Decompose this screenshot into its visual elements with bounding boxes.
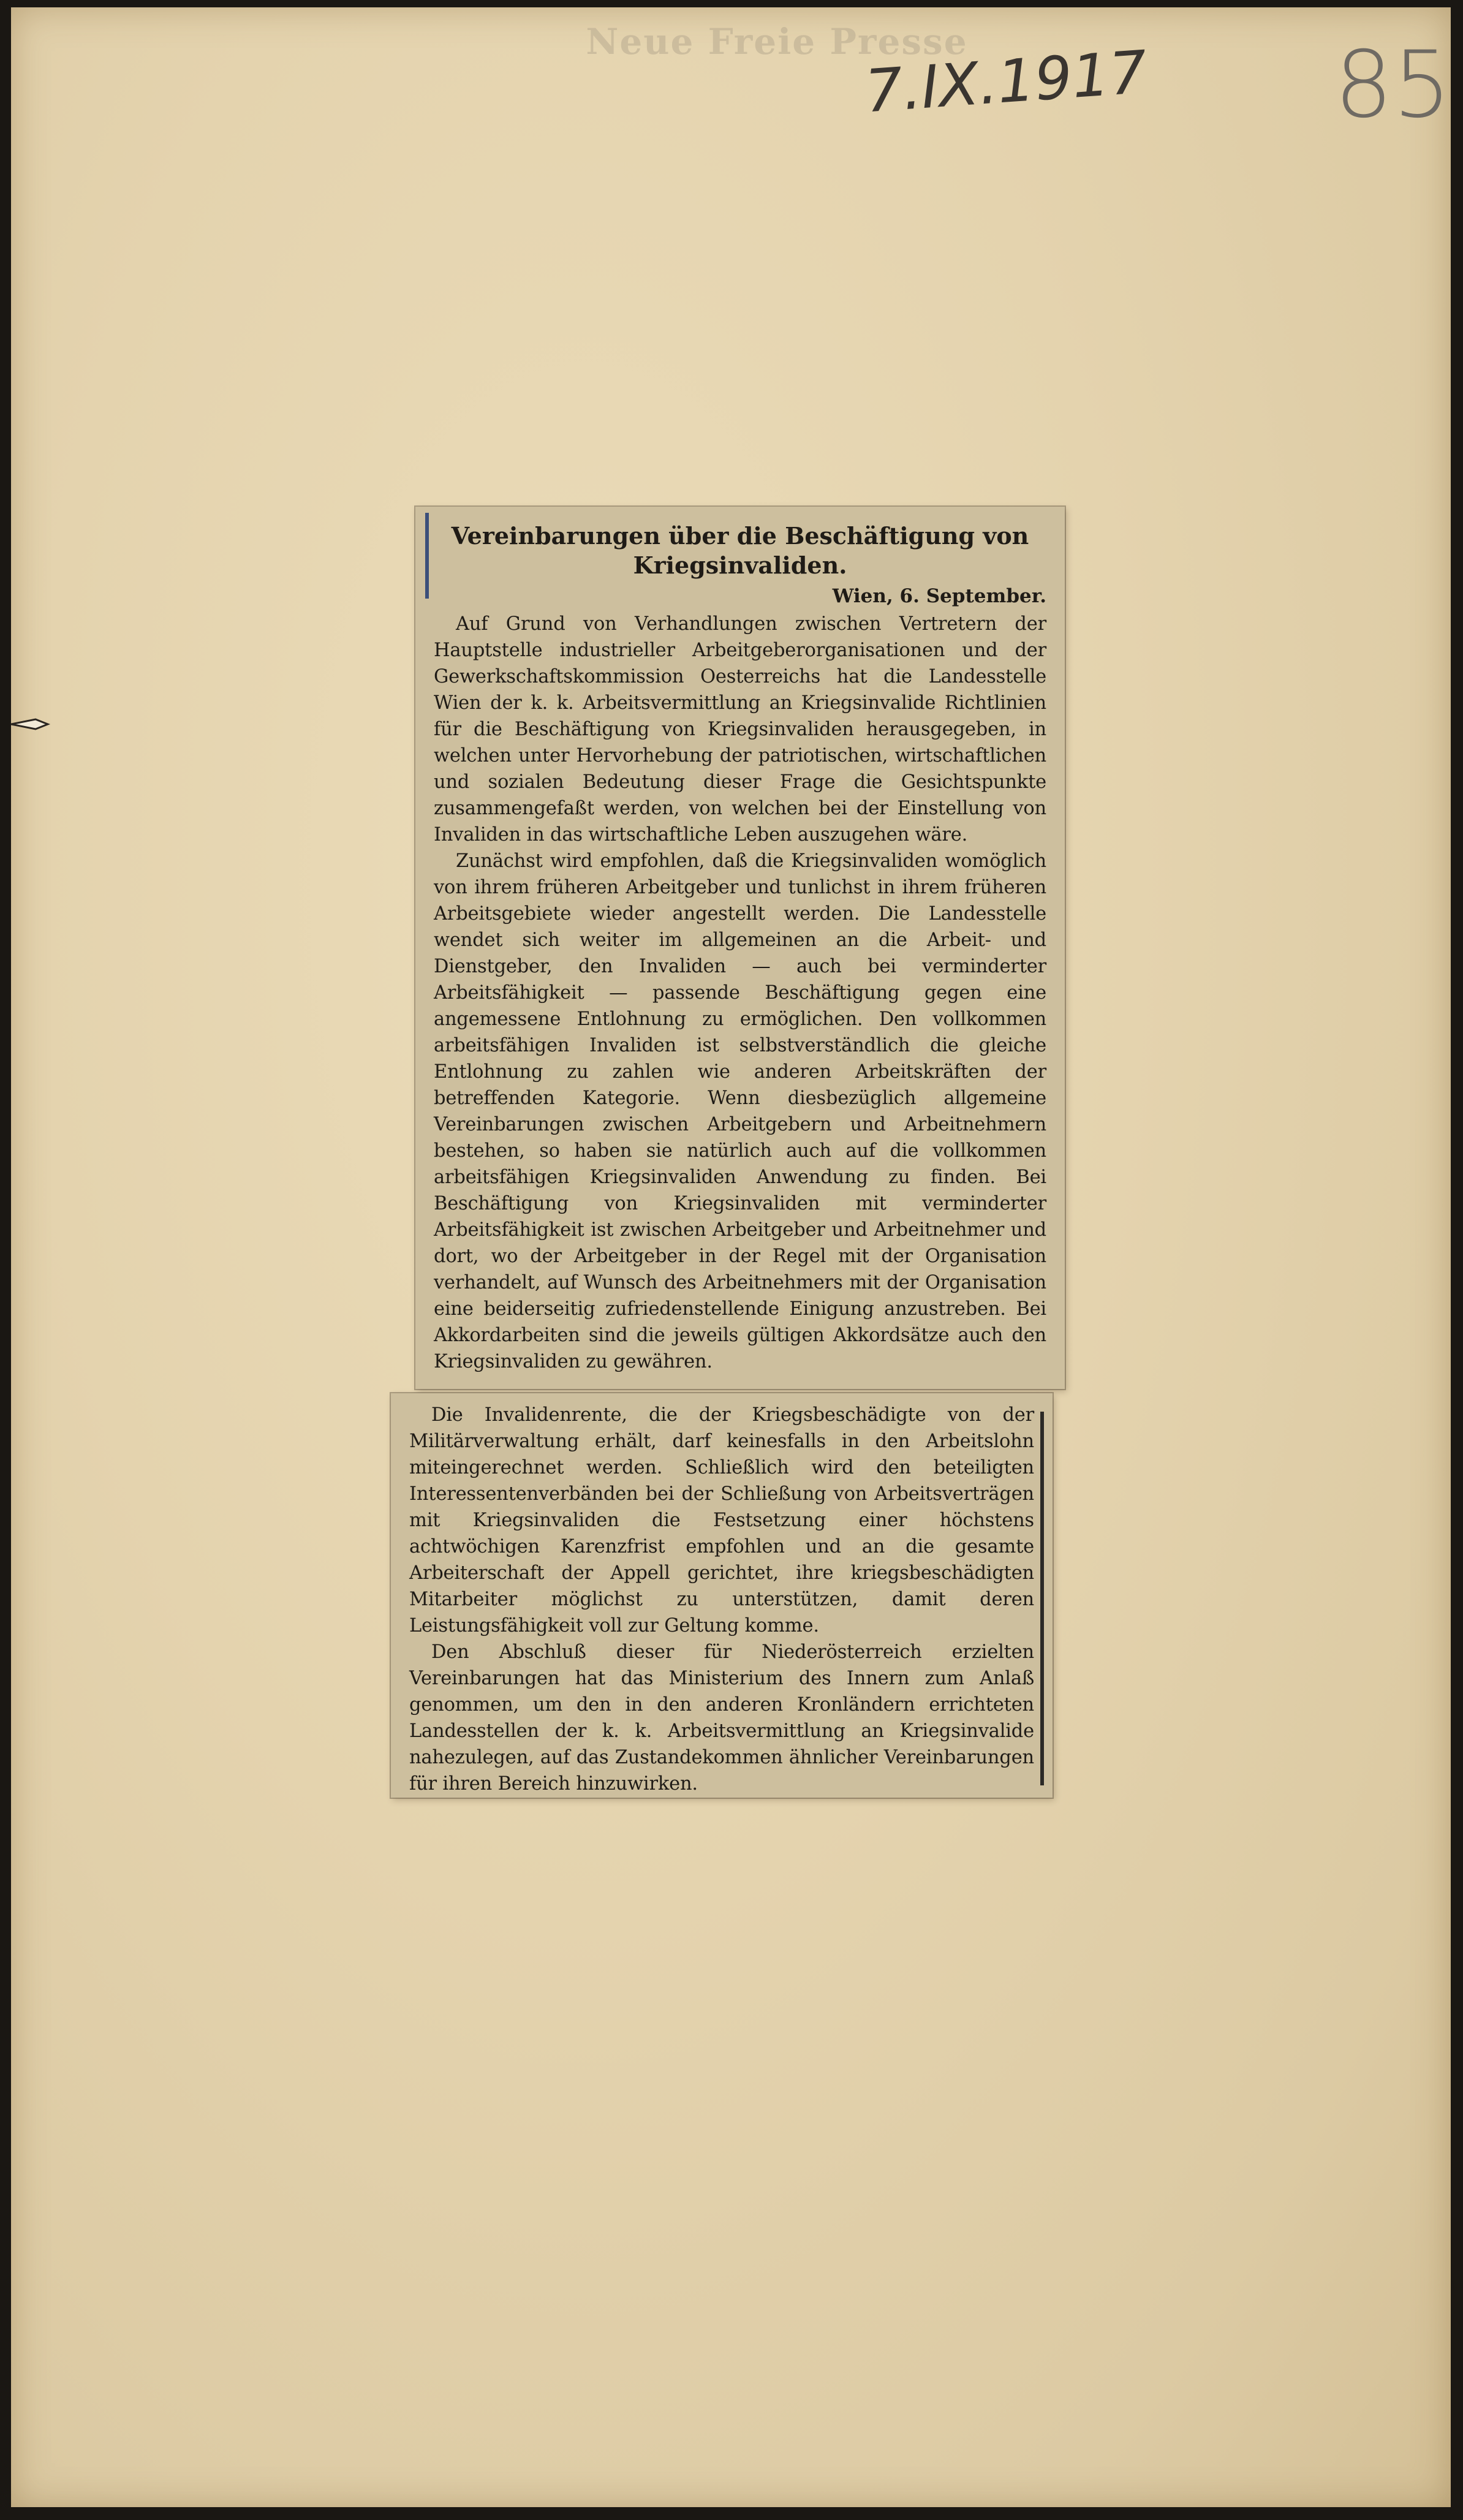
newspaper-stamp-header: Neue Freie Presse (586, 21, 968, 62)
pin-hole-icon (11, 706, 60, 743)
newspaper-clipping-continuation (391, 1393, 1053, 1798)
article-dateline: Wien, 6. September. (832, 585, 1046, 607)
article-headline: Vereinbarungen über die Beschäftigung von Kriegsinvaliden. (451, 522, 1029, 579)
article-paragraph: Auf Grund von Verhandlungen zwischen Vertretern der Hauptstelle industrieller Arbeitgeberorganisationen und der Gewerkschaftskommission Oesterreichs hat die Landesstelle Wien der k. k. Arbeitsvermittlung an Kriegsinvalide Richtlinien für die Beschäftigung von Kriegsinvaliden herausgegeben, in welchen unter Hervorhebung der patriotischen, wirtschaftlichen und sozialen Bedeutung dieser Frage die Gesichtspunkte zusammengefaßt werden, von welchen bei der Einstellung von Invaliden in das wirtschaftliche Leben auszugehen wäre. (434, 613, 1046, 846)
newspaper-clipping-main (415, 507, 1065, 1389)
article-paragraph: Den Abschluß dieser für Niederösterreich erzielten Vereinbarungen hat das Ministerium des Innern zum Anlaß genommen, um den in den anderen Kronländern errichteten Landesstellen der k. k. Arbeitsvermittlung an Kriegsinvalide nahezulegen, auf das Zustandekommen ähnlicher Vereinbarungen für ihren Bereich hinzuwirken. (409, 1641, 1034, 1795)
article-paragraph: Zunächst wird empfohlen, daß die Kriegsinvaliden womöglich von ihrem früheren Arbeitgeber und tunlichst in ihrem früheren Arbeitsgebiete wieder angestellt werden. Die Landesstelle wendet sich weiter im allgemeinen an die Arbeit- und Dienstgeber, den Invaliden — auch bei verminderter Arbeitsfähigkeit — passende Beschäftigung gegen eine angemessene Entlohnung zu ermöglichen. Den vollkommen arbeitsfähigen Invaliden ist selbstverständlich die gleiche Entlohnung zu zahlen wie anderen Arbeitskräften der betreffenden Kategorie. Wenn diesbezüglich allgemeine Vereinbarungen zwischen Arbeitgebern und Arbeitnehmern bestehen, so haben sie natürlich auch auf die vollkommen arbeitsfähigen Kriegsinvaliden Anwendung zu finden. Bei Beschäftigung von Kriegsinvaliden mit verminderter Arbeitsfähigkeit ist zwischen Arbeitgeber und Arbeitnehmer und dort, wo der Arbeitgeber in der Regel mit der Organisation verhandelt, auf Wunsch des Arbeitnehmers mit der Organisation eine beiderseitig zufriedenstellende Einigung anzustreben. Bei Akkordarbeiten sind die jeweils gültigen Akkordsätze auch den Kriegsinvaliden zu gewähren. (434, 850, 1046, 1372)
handwritten-date: 7.IX.1917 (863, 37, 1149, 126)
archive-sheet (11, 7, 1451, 2507)
article-paragraph: Die Invalidenrente, die der Kriegsbeschädigte von der Militärverwaltung erhält, darf keinesfalls in den Arbeitslohn miteingerechnet werden. Schließlich wird den beteiligten Interessentenverbänden bei der Schließung von Arbeitsverträgen mit Kriegsinvaliden die Festsetzung einer höchstens achtwöchigen Karenzfrist empfohlen und an die gesamte Arbeiterschaft der Appell gerichtet, ihre kriegsbeschädigten Mitarbeiter möglichst zu unterstützen, damit deren Leistungsfähigkeit voll zur Geltung komme. (409, 1404, 1034, 1636)
folio-number: 85 (1334, 32, 1451, 138)
